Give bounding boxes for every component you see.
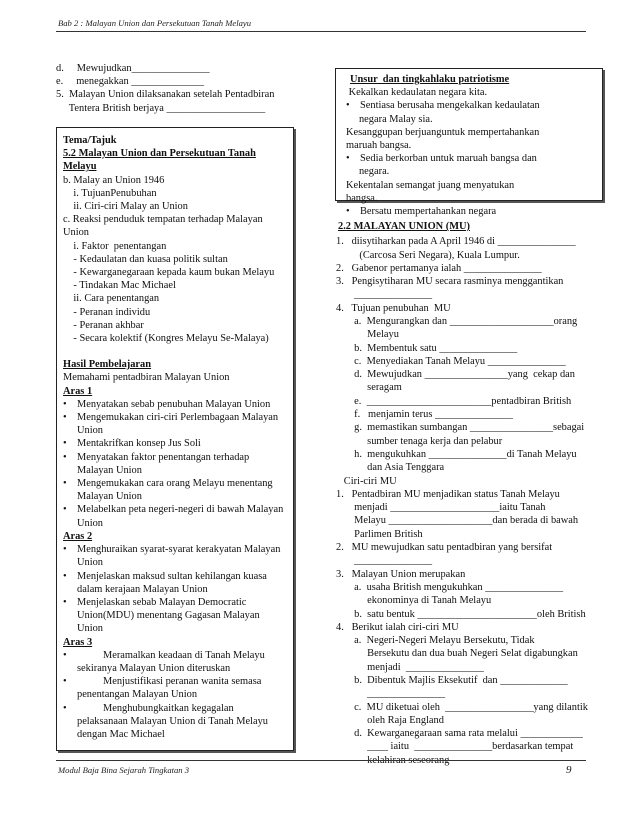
question-line: 1. Pentadbiran MU menjadikan status Tanah Melayu	[336, 488, 560, 500]
question-line: 2. MU mewujudkan satu pentadbiran yang bersifat	[336, 542, 553, 554]
page-number: 9	[566, 764, 572, 776]
patriotism-list	[346, 86, 594, 218]
objective-line: • Meramalkan keadaan di Tanah Melayu	[63, 649, 287, 662]
question-line: Ciri-ciri MU	[336, 475, 397, 487]
objective-line: penentangan Malayan Union	[77, 689, 198, 701]
question-line: b. Dibentuk Majlis Eksekutif dan _____________	[336, 675, 568, 686]
patriotism-line: negara.	[346, 166, 390, 178]
objective-item	[63, 675, 287, 701]
learning-outcome-label: Hasil Pembelajaran	[63, 359, 152, 371]
outline-line: i. TujuanPenubuhan	[63, 187, 157, 199]
objective-line: dalam kerajaan Malayan Union	[77, 583, 208, 595]
objective-line: • Menjelaskan sebab Malayan Democratic	[63, 596, 287, 609]
question-line: 1. diisytiharkan pada A April 1946 di _______________	[336, 236, 576, 248]
question-line: Melayu ____________________dan berada di bawah	[336, 515, 579, 527]
objective-line: • Melabelkan peta negeri-negeri di bawah Malayan	[63, 503, 287, 516]
level-1-label: Aras 1	[63, 385, 93, 397]
question-line: Bersekutu dan dua buah Negeri Selat digabungkan	[336, 648, 578, 660]
outline-line: Union	[63, 227, 89, 239]
question-line: _______________	[336, 555, 433, 567]
objective-line: • Menghubungkaitkan kegagalan	[63, 702, 287, 715]
objective-item	[63, 649, 287, 675]
patriotism-line: bangsa.	[346, 192, 378, 204]
objective-line: sekiranya Malayan Union diteruskan	[77, 662, 231, 674]
patriotism-title: Unsur dan tingkahlaku patriotisme	[350, 74, 510, 85]
patriotism-box	[335, 68, 603, 218]
question-line: e. ________________________pentadbiran British	[336, 395, 572, 407]
question-line: b. Membentuk satu _______________	[336, 342, 518, 354]
outline-line: b. Malay an Union 1946	[63, 174, 165, 186]
patriotism-line: Kekentalan semangat juang menyatukan	[346, 179, 515, 191]
question-line: menjadi _____________________iaitu Tanah	[336, 502, 546, 514]
outline-line: - Kewarganegaraan kepada kaum bukan Melayu	[63, 267, 275, 279]
topic-title: Melayu	[63, 161, 97, 173]
question-line: menjadi _______________	[336, 661, 484, 673]
question-line: b. satu bentuk _______________________oleh British	[336, 608, 586, 620]
objective-line: Union	[77, 425, 103, 437]
objective-line: • Menghuraikan syarat-syarat kerakyatan Malayan	[63, 543, 287, 556]
question-line: ekonominya di Tanah Melayu	[336, 595, 492, 607]
outline-line: ii. Ciri-ciri Malay an Union	[63, 201, 188, 213]
question-line: 3. Malayan Union merupakan	[336, 568, 466, 580]
topic-box	[56, 127, 294, 751]
patriotism-line: negara Malay sia.	[346, 113, 433, 125]
question-line: 4. Berikut ialah ciri-ciri MU	[336, 621, 459, 633]
objective-line: • Menyatakan sebab penubuhan Malayan Union	[63, 398, 287, 411]
objective-item	[63, 437, 287, 450]
objective-item	[63, 411, 287, 437]
objective-item	[63, 702, 287, 742]
patriotism-line: • Sentiasa berusaha mengekalkan kedaulatan	[346, 99, 594, 112]
objective-item	[63, 543, 287, 569]
question-line: seragam	[336, 382, 402, 394]
question-line: oleh Raja England	[336, 714, 444, 726]
outline-line: - Secara kolektif (Kongres Melayu Se-Malaya)	[63, 333, 269, 345]
question-line: a. Mengurangkan dan ____________________orang	[336, 315, 578, 327]
footer-rule	[56, 760, 586, 761]
patriotism-line: Kesanggupan berjuanguntuk mempertahankan	[346, 126, 540, 138]
outline-line: - Tindakan Mac Michael	[63, 280, 176, 292]
question-line: d. Mewujudkan ________________yang cekap dan	[336, 369, 575, 381]
level-3-label: Aras 3	[63, 636, 93, 648]
question-line: e. menegakkan ______________	[56, 76, 205, 88]
patriotism-line: • Bersatu mempertahankan negara	[346, 205, 594, 218]
question-line: 3. Pengisytiharan MU secara rasminya menggantikan	[336, 276, 564, 288]
question-line: 4. Tujuan penubuhan MU	[336, 302, 451, 314]
question-line: _______________	[336, 289, 433, 301]
left-top-questions	[56, 62, 296, 115]
patriotism-line: Kekalkan kedaulatan negara kita.	[346, 87, 488, 99]
question-line: dan Asia Tenggara	[336, 462, 445, 474]
objective-item	[63, 477, 287, 503]
outline-line: - Kedaulatan dan kuasa politik sultan	[63, 253, 228, 265]
objective-item	[63, 570, 287, 596]
patriotism-line: maruah bangsa.	[346, 140, 412, 152]
objective-line: • Mengemukakan ciri-ciri Perlembagaan Malayan	[63, 411, 287, 424]
right-question-list	[336, 235, 598, 767]
question-line: g. memastikan sumbangan ________________sebagai	[336, 422, 585, 434]
question-line: c. MU diketuai oleh _________________yang dilantik	[336, 701, 588, 713]
objective-line: Union	[77, 517, 103, 529]
objective-line: • Mengemukakan cara orang Melayu menentang	[63, 477, 287, 490]
outline-line: c. Reaksi penduduk tempatan terhadap Malayan	[63, 214, 263, 226]
objective-line: Malayan Union	[77, 464, 142, 476]
question-line: a. Negeri-Negeri Melayu Bersekutu, Tidak	[336, 635, 535, 647]
topic-label: Tema/Tajuk	[63, 135, 117, 146]
header-rule	[56, 31, 586, 32]
objective-line: Union(MDU) menentang Gagasan Malayan	[77, 610, 260, 622]
objective-line: dengan Mac Michael	[77, 728, 165, 740]
question-line: h. mengukuhkan _______________di Tanah Melayu	[336, 448, 577, 460]
question-line: Melayu	[336, 329, 399, 341]
outline-line: - Peranan akhbar	[63, 319, 144, 331]
objective-line: Union	[77, 557, 103, 569]
question-line: a. usaha British mengukuhkan _______________	[336, 581, 564, 593]
question-line: sumber tenaga kerja dan pelabur	[336, 435, 503, 447]
question-line: d. Kewarganegaraan sama rata melalui ____________	[336, 728, 583, 740]
objective-line: • Menjelaskan maksud sultan kehilangan kuasa	[63, 570, 287, 583]
question-line: f. menjamin terus _______________	[336, 409, 513, 421]
patriotism-line: • Sedia berkorban untuk maruah bangsa dan	[346, 152, 594, 165]
objective-line: pelaksanaan Malayan Union di Tanah Melayu	[77, 715, 268, 727]
question-line: Tentera British berjaya ___________________	[56, 102, 266, 114]
objective-line: • Menjustifikasi peranan wanita semasa	[63, 675, 287, 688]
right-column	[336, 220, 598, 767]
header-text: Bab 2 : Malayan Union dan Persekutuan Tanah Melayu	[58, 18, 252, 28]
objective-item	[63, 451, 287, 477]
level-2-list	[63, 543, 287, 635]
question-line: kelahiran seseorang	[336, 754, 450, 766]
question-line: ____ iaitu _______________berdasarkan tempat	[336, 741, 574, 753]
level-2-label: Aras 2	[63, 530, 93, 542]
learning-outcome-text: Memahami pentadbiran Malayan Union	[63, 372, 230, 384]
outline-line: ii. Cara penentangan	[63, 293, 160, 305]
objective-item	[63, 503, 287, 529]
level-3-list	[63, 649, 287, 741]
outline-line: - Peranan individu	[63, 306, 151, 318]
objective-line: • Mentakrifkan konsep Jus Soli	[63, 437, 287, 450]
question-line: 2. Gabenor pertamanya ialah _______________	[336, 262, 542, 274]
objective-item	[63, 596, 287, 636]
question-line: (Carcosa Seri Negara), Kuala Lumpur.	[336, 249, 520, 261]
level-1-list	[63, 398, 287, 530]
objective-line: • Menyatakan faktor penentangan terhadap	[63, 451, 287, 464]
question-line: d. Mewujudkan_______________	[56, 63, 210, 74]
question-line: _______________	[336, 688, 446, 700]
footer-text: Modul Baja Bina Sejarah Tingkatan 3	[58, 765, 190, 775]
section-title: 2.2 MALAYAN UNION (MU)	[338, 221, 470, 232]
topic-outline	[63, 174, 287, 346]
objective-line: Union	[77, 623, 103, 635]
objective-line: Malayan Union	[77, 491, 142, 503]
topic-title: 5.2 Malayan Union dan Persekutuan Tanah	[63, 148, 256, 160]
question-line: c. Menyediakan Tanah Melayu _______________	[336, 355, 566, 367]
outline-line: i. Faktor penentangan	[63, 240, 167, 252]
question-line: Parlimen British	[336, 528, 423, 540]
objective-item	[63, 398, 287, 411]
question-line: 5. Malayan Union dilaksanakan setelah Pentadbiran	[56, 89, 275, 101]
